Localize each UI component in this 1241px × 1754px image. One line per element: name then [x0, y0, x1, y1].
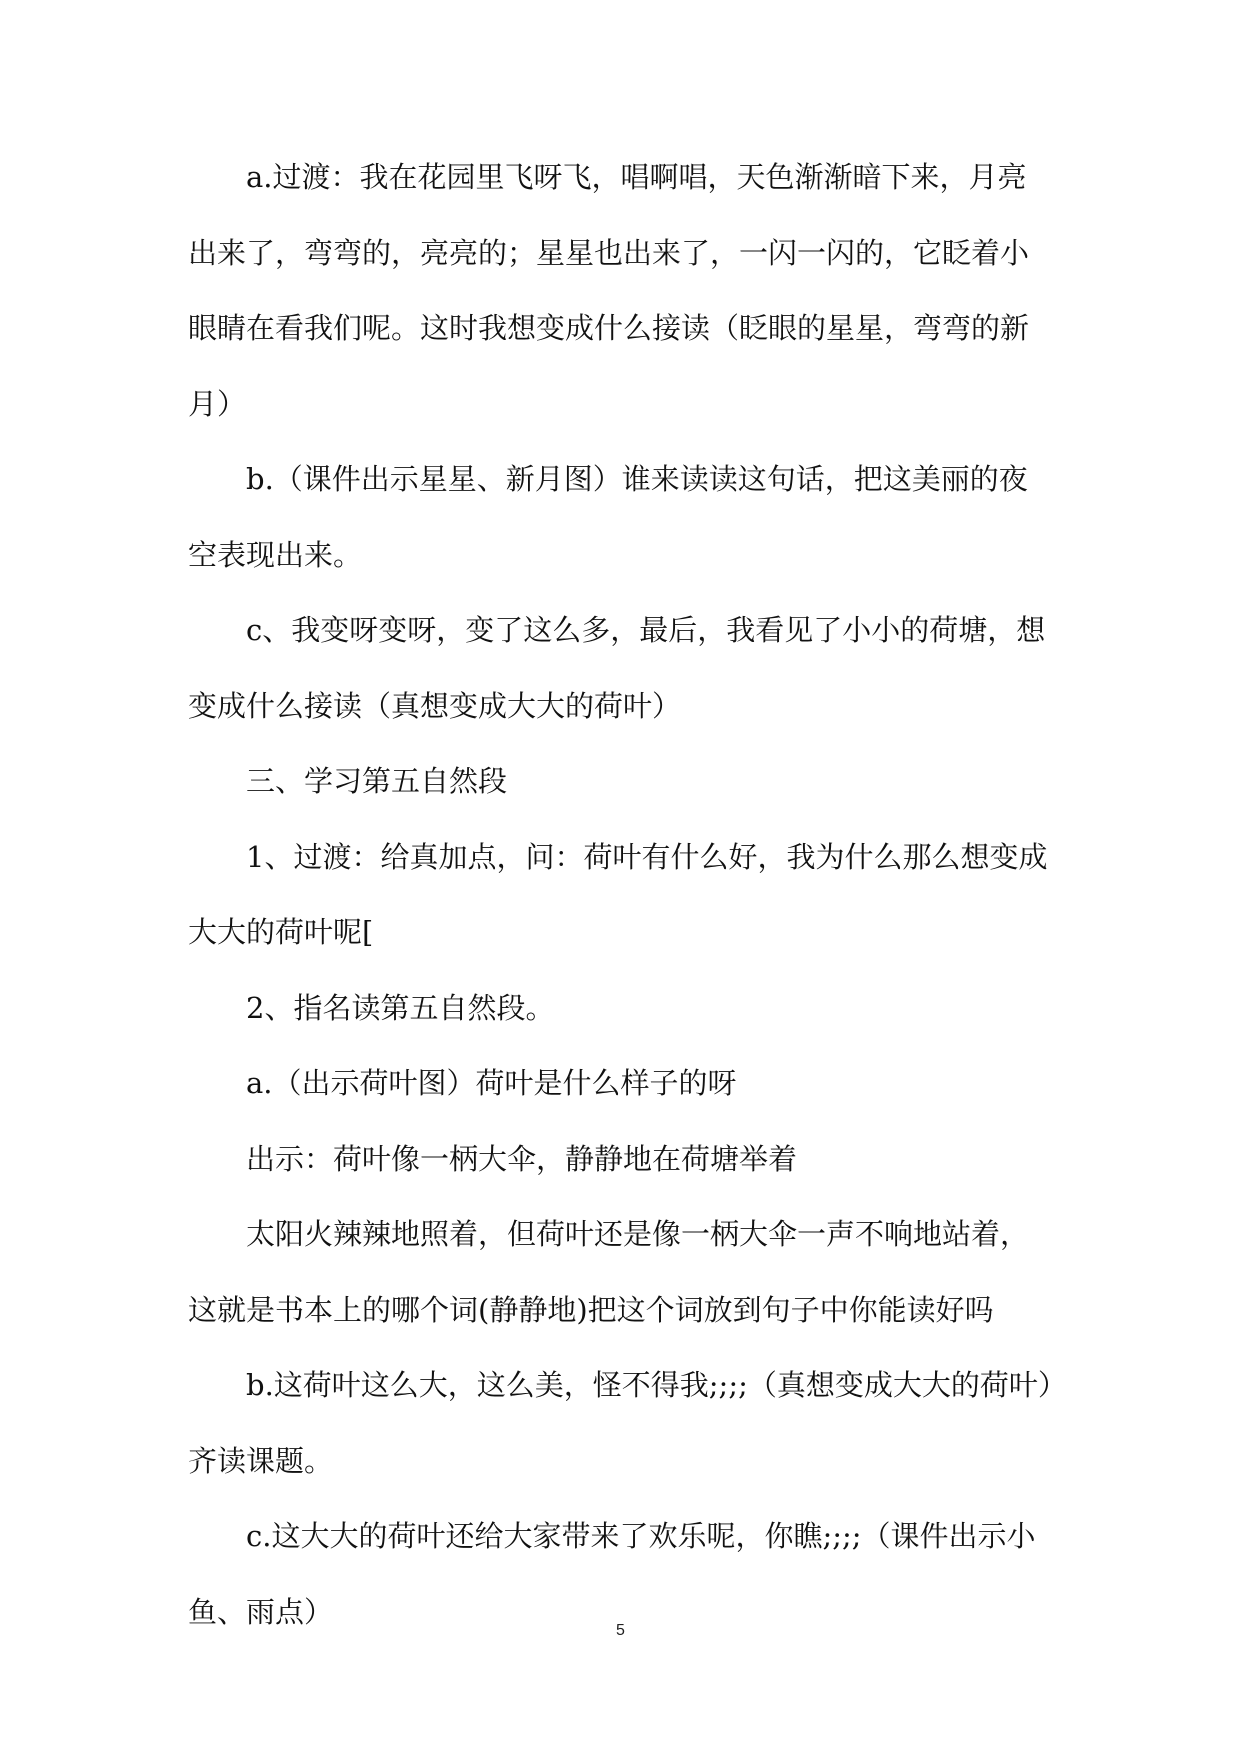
paragraph-lotus-big-b: b.这荷叶这么大，这么美，怪不得我;;;;（真想变成大大的荷叶）齐读课题。 [188, 1368, 1053, 1478]
paragraph-courseware-b: b.（课件出示星星、新月图）谁来读读这句话，把这美丽的夜空表现出来。 [188, 462, 1028, 572]
page-number: 5 [616, 1622, 625, 1639]
paragraph-change-c: c、我变呀变呀，变了这么多，最后，我看见了小小的荷塘，想变成什么接读（真想变成大大的荷叶） [188, 613, 1046, 723]
paragraph-step-2: 2、指名读第五自然段。 [246, 990, 555, 1025]
section-heading-three: 三、学习第五自然段 [246, 764, 508, 798]
paragraph-step-1: 1、过渡：给真加点，问：荷叶有什么好，我为什么那么想变成大大的荷叶呢[ [188, 839, 1048, 949]
paragraph-joy-c: c.这大大的荷叶还给大家带来了欢乐呢，你瞧;;;;（课件出示小鱼、雨点） [188, 1519, 1036, 1629]
paragraph-transition-a: a.过渡：我在花园里飞呀飞，唱啊唱，天色渐渐暗下来，月亮出来了，弯弯的，亮亮的；星星也出来了，一闪一闪的，它眨着小眼睛在看我们呢。这时我想变成什么接读（眨眼的星星，弯弯的新月） [188, 160, 1030, 421]
document-body [188, 140, 1054, 1650]
paragraph-show-sentence: 出示：荷叶像一柄大伞，静静地在荷塘举着 [246, 1141, 798, 1176]
paragraph-sun-sentence: 太阳火辣辣地照着，但荷叶还是像一柄大伞一声不响地站着，这就是书本上的哪个词(静静地)把这个词放到句子中你能读好吗 [188, 1217, 1030, 1327]
paragraph-lotus-picture-a: a.（出示荷叶图）荷叶是什么样子的呀 [246, 1066, 737, 1100]
